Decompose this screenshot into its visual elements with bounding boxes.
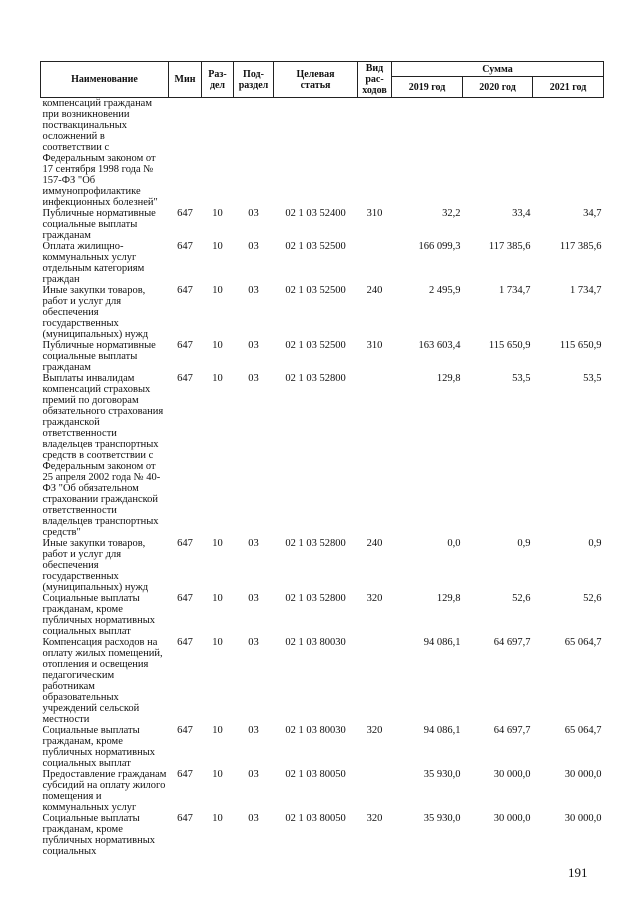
cell-2019: 94 086,1: [423, 725, 461, 736]
cell-2019: [392, 98, 463, 209]
page-number: 191: [568, 865, 588, 880]
cell-vid: 320: [366, 725, 383, 736]
cell-name: Социальные выплаты гражданам, кроме публичных нормативных социальных выплат: [42, 725, 156, 769]
cell-razdel: 10: [212, 813, 223, 824]
cell-2021: 30 000,0: [564, 769, 602, 780]
cell-razdel: 10: [212, 241, 223, 252]
cell-2020: 52,6: [512, 593, 531, 604]
cell-2021: 53,5: [583, 373, 602, 384]
cell-2020: 53,5: [512, 373, 531, 384]
table-row: [41, 208, 604, 241]
cell-razdel: 10: [212, 637, 223, 648]
cell-target: 02 1 03 52500: [285, 285, 346, 296]
cell-razdel: 10: [212, 593, 223, 604]
cell-podrazdel: 03: [248, 208, 259, 219]
table-body: [41, 98, 604, 858]
cell-razdel: 10: [212, 769, 223, 780]
header-podrazdel: Под- раздел: [234, 62, 274, 98]
cell-name: Оплата жилищно-коммунальных услуг отдельным категориям граждан: [42, 241, 145, 285]
table-row: [41, 769, 604, 813]
cell-target: 02 1 03 52800: [285, 593, 346, 604]
cell-2019: 94 086,1: [423, 637, 461, 648]
cell-vid: [358, 98, 392, 209]
cell-2021: [533, 98, 604, 209]
cell-2021: 52,6: [583, 593, 602, 604]
cell-name: Выплаты инвалидам компенсаций страховых премий по договорам обязательного страхования гражданской ответственности владельцев транспортных средств в соответствии с Федеральным законом от 25 апреля 2002 года № 40-ФЗ "Об обязательном страховании гражданской ответственности владельцев транспортных средств": [42, 373, 164, 538]
table-row: [41, 725, 604, 769]
header-target: Целевая статья: [274, 62, 358, 98]
cell-razdel: 10: [212, 538, 223, 549]
table-row: [41, 241, 604, 285]
cell-min: 647: [177, 285, 193, 296]
cell-vid: [358, 241, 392, 285]
cell-2019: 35 930,0: [423, 769, 461, 780]
table-row: [41, 285, 604, 340]
cell-vid: 240: [366, 538, 383, 549]
cell-2020: 33,4: [512, 208, 531, 219]
cell-target: 02 1 03 52800: [285, 538, 346, 549]
cell-target: [274, 98, 358, 209]
cell-podrazdel: 03: [248, 340, 259, 351]
cell-razdel: 10: [212, 373, 223, 384]
cell-target: 02 1 03 80050: [285, 813, 346, 824]
header-2020: 2020 год: [463, 77, 533, 98]
cell-target: 02 1 03 52500: [285, 241, 346, 252]
cell-name: Публичные нормативные социальные выплаты гражданам: [42, 340, 156, 373]
cell-2020: 64 697,7: [493, 725, 531, 736]
cell-min: 647: [177, 208, 193, 219]
cell-podrazdel: [234, 98, 274, 209]
cell-2021: 0,9: [588, 538, 602, 549]
cell-name: компенсаций гражданам при возникновении поствакцинальных осложнений в соответствии с Федеральным законом от 17 сентября 1998 года № 157-ФЗ "Об иммунопрофилактике инфекционных болезней": [42, 98, 158, 208]
cell-razdel: 10: [212, 208, 223, 219]
cell-name: Социальные выплаты гражданам, кроме публичных нормативных социальных: [42, 813, 156, 857]
cell-podrazdel: 03: [248, 373, 259, 384]
cell-target: 02 1 03 52400: [285, 208, 346, 219]
header-name: Наименование: [41, 62, 169, 98]
cell-podrazdel: 03: [248, 637, 259, 648]
cell-target: 02 1 03 80030: [285, 637, 346, 648]
cell-target: 02 1 03 80030: [285, 725, 346, 736]
cell-2019: 129,8: [436, 593, 461, 604]
table-row: [41, 98, 604, 209]
cell-vid: 240: [366, 285, 383, 296]
cell-podrazdel: 03: [248, 593, 259, 604]
cell-2020: 64 697,7: [493, 637, 531, 648]
cell-target: 02 1 03 52800: [285, 373, 346, 384]
cell-2020: 117 385,6: [488, 241, 531, 252]
header-2019: 2019 год: [392, 77, 463, 98]
cell-vid: 310: [366, 208, 383, 219]
cell-podrazdel: 03: [248, 769, 259, 780]
cell-min: 647: [177, 813, 193, 824]
cell-2020: 30 000,0: [493, 769, 531, 780]
cell-name: Публичные нормативные социальные выплаты гражданам: [42, 208, 156, 241]
cell-razdel: 10: [212, 285, 223, 296]
cell-min: 647: [177, 593, 193, 604]
cell-name: Предоставление гражданам субсидий на оплату жилого помещения и коммунальных услуг: [42, 769, 167, 813]
table-row: [41, 593, 604, 637]
cell-podrazdel: 03: [248, 725, 259, 736]
cell-min: 647: [177, 769, 193, 780]
cell-name: Социальные выплаты гражданам, кроме публичных нормативных социальных выплат: [42, 593, 156, 637]
cell-vid: [358, 373, 392, 538]
cell-2020: [463, 98, 533, 209]
cell-razdel: 10: [212, 725, 223, 736]
cell-min: 647: [177, 637, 193, 648]
cell-podrazdel: 03: [248, 538, 259, 549]
cell-vid: [358, 637, 392, 725]
cell-2021: 30 000,0: [564, 813, 602, 824]
header-min: Мин: [169, 62, 202, 98]
cell-razdel: 10: [212, 340, 223, 351]
cell-2020: 0,9: [517, 538, 531, 549]
cell-target: 02 1 03 80050: [285, 769, 346, 780]
cell-2020: 1 734,7: [499, 285, 531, 296]
table-header: [41, 62, 604, 98]
cell-2019: 35 930,0: [423, 813, 461, 824]
cell-2020: 115 650,9: [488, 340, 531, 351]
budget-table: [40, 61, 604, 857]
cell-podrazdel: 03: [248, 285, 259, 296]
cell-min: 647: [177, 340, 193, 351]
cell-vid: 310: [366, 340, 383, 351]
table-row: [41, 813, 604, 857]
table-row: [41, 373, 604, 538]
cell-2021: 115 650,9: [559, 340, 602, 351]
header-2021: 2021 год: [533, 77, 604, 98]
cell-name: Компенсация расходов на оплату жилых помещений, отопления и освещения педагогическим работникам образовательных учреждений сельской местности: [42, 637, 163, 725]
cell-podrazdel: 03: [248, 813, 259, 824]
header-vid: Вид рас- ходов: [358, 62, 392, 98]
cell-vid: 320: [366, 813, 383, 824]
header-razdel: Раз- дел: [202, 62, 234, 98]
cell-2021: 117 385,6: [559, 241, 602, 252]
cell-2019: 129,8: [436, 373, 461, 384]
cell-podrazdel: 03: [248, 241, 259, 252]
cell-2020: 30 000,0: [493, 813, 531, 824]
cell-min: 647: [177, 538, 193, 549]
cell-name: Иные закупки товаров, работ и услуг для обеспечения государственных (муниципальных) нужд: [42, 538, 149, 593]
table-row: [41, 538, 604, 593]
cell-2019: 0,0: [447, 538, 461, 549]
cell-2021: 1 734,7: [570, 285, 602, 296]
cell-name: Иные закупки товаров, работ и услуг для обеспечения государственных (муниципальных) нужд: [42, 285, 149, 340]
cell-target: 02 1 03 52500: [285, 340, 346, 351]
table-row: [41, 637, 604, 725]
cell-min: 647: [177, 373, 193, 384]
cell-2021: 34,7: [583, 208, 602, 219]
cell-2019: 166 099,3: [418, 241, 461, 252]
cell-min: 647: [177, 241, 193, 252]
cell-min: [169, 98, 202, 209]
cell-min: 647: [177, 725, 193, 736]
cell-2019: 2 495,9: [429, 285, 461, 296]
cell-2019: 163 603,4: [418, 340, 461, 351]
header-summa: Сумма: [392, 62, 604, 77]
cell-vid: 320: [366, 593, 383, 604]
table-row: [41, 340, 604, 373]
cell-2019: 32,2: [442, 208, 461, 219]
cell-vid: [358, 769, 392, 813]
cell-razdel: [202, 98, 234, 209]
cell-2021: 65 064,7: [564, 637, 602, 648]
cell-2021: 65 064,7: [564, 725, 602, 736]
